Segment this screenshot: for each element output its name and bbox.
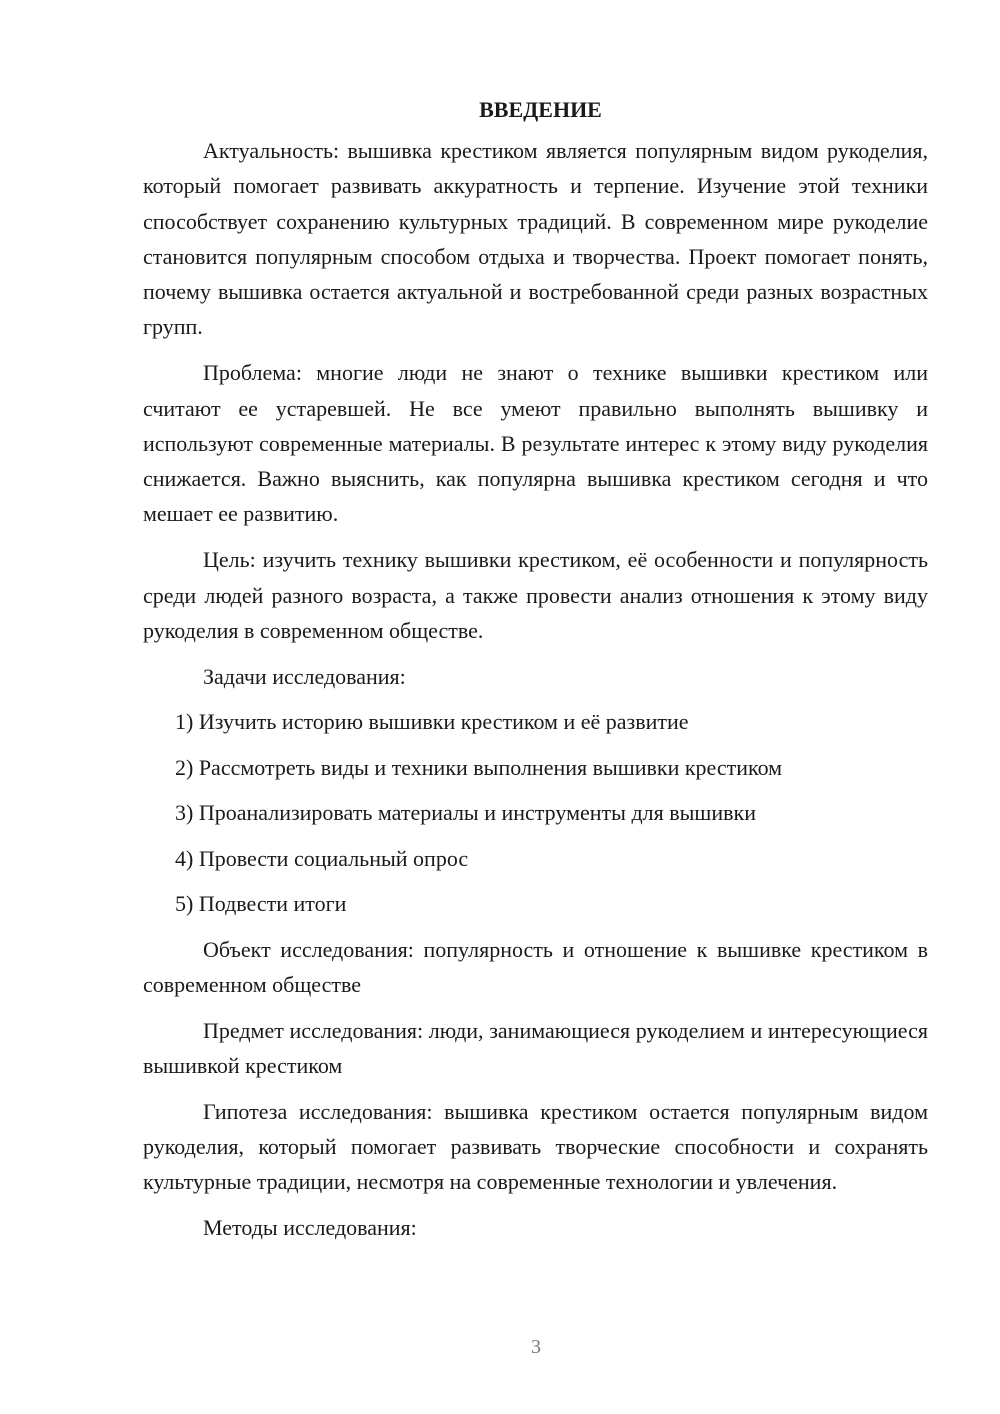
section-heading: ВВЕДЕНИЕ: [479, 97, 602, 122]
list-item: 2) Рассмотреть виды и техники выполнения вышивки крестиком: [175, 754, 783, 780]
page-content: [143, 92, 928, 1256]
methods-heading: Методы исследования:: [203, 1215, 417, 1241]
relevance-paragraph: Актуальность: вышивка крестиком является популярным видом рукоделия, который помогает развивать аккуратность и терпение. Изучение этой техники способствует сохранению культурных традиций. В современном мире рукоделие становится популярным способом отдыха и творчества. Проект помогает понять, почему вышивка остается актуальной и востребованной среди разных возрастных групп.: [143, 138, 928, 340]
tasks-list: [143, 704, 928, 921]
object-paragraph: Объект исследования: популярность и отношение к вышивке крестиком в современном обществе: [143, 936, 928, 997]
list-item: 3) Проанализировать материалы и инструменты для вышивки: [175, 800, 756, 826]
subject-paragraph: Предмет исследования: люди, занимающиеся рукоделием и интересующиеся вышивкой крестиком: [143, 1017, 928, 1079]
list-item: 5) Подвести итоги: [175, 891, 347, 917]
list-item: 4) Провести социальный опрос: [175, 845, 469, 871]
list-item: 1) Изучить историю вышивки крестиком и её развитие: [175, 709, 689, 735]
goal-paragraph: Цель: изучить технику вышивки крестиком, её особенности и популярность среди людей разного возраста, а также провести анализ отношения к этому виду рукоделия в современном обществе.: [143, 547, 928, 643]
tasks-heading: Задачи исследования:: [203, 663, 406, 689]
hypothesis-paragraph: Гипотеза исследования: вышивка крестиком остается популярным видом рукоделия, который помогает развивать творческие способности и сохранять культурные традиции, несмотря на современные технологии и увлечения.: [143, 1098, 928, 1195]
page-number: 3: [531, 1336, 541, 1358]
problem-paragraph: Проблема: многие люди не знают о технике вышивки крестиком или считают ее устаревшей. Не все умеют правильно выполнять вышивку и используют современные материалы. В результате интерес к этому виду рукоделия снижается. Важно выяснить, как популярна вышивка крестиком сегодня и что мешает ее развитию.: [143, 360, 928, 527]
